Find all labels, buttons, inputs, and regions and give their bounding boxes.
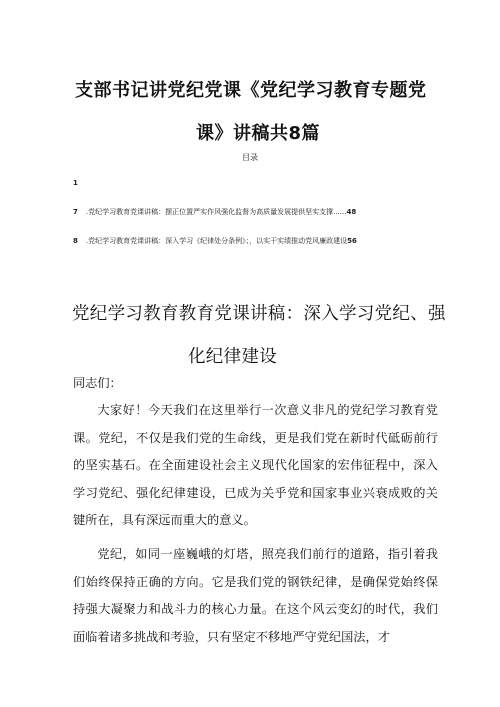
section-title-line-1: 党纪学习教育教育党课讲稿：深入学习党纪、强 xyxy=(72,304,446,324)
toc-entry[interactable] xyxy=(73,207,356,217)
toc-entry-text: .党纪学习教育党课讲稿：摆正位置严实作风强化监督为高质量发展提供坚实支撑...... xyxy=(85,208,347,216)
document-title-line-1: 支部书记讲党纪党课《党纪学习教育专题党 xyxy=(75,80,427,101)
toc-entry[interactable] xyxy=(73,236,357,246)
toc-entry-number: 7 xyxy=(73,208,78,216)
toc-heading: 目录 xyxy=(242,153,258,162)
document-title-line-2: 课》讲稿共8篇 xyxy=(196,123,321,144)
salutation: 同志们： xyxy=(73,376,122,390)
toc-entry[interactable] xyxy=(73,179,86,187)
toc-entry-number: 1 xyxy=(73,179,78,187)
section-title-line-2: 化纪律建设 xyxy=(188,347,277,367)
toc-entry-text: .党纪学习教育党课讲稿：深入学习《纪律处分条例》；，以实干实绩推动党风廉政建设 xyxy=(85,237,348,245)
toc-entry-page: 56 xyxy=(347,237,357,245)
body-paragraph: 大家好！今天我们在这里举行一次意义非凡的党纪学习教育党课。党纪，不仅是我们党的生命线，更是我们党在新时代砥砺前行的坚实基石。在全面建设社会主义现代化国家的宏伟征程中，深入学习党纪、强化纪律建设，已成为关乎党和国家事业兴衰成败的关键所在，具有深远而重大的意义。 xyxy=(73,403,438,527)
toc-entry-page: 48 xyxy=(346,208,357,216)
toc-entry-number: 8 xyxy=(73,237,78,245)
body-paragraph: 党纪，如同一座巍峨的灯塔，照亮我们前行的道路，指引着我们始终保持正确的方向。它是我们党的钢铁纪律，是确保党始终保持强大凝聚力和战斗力的核心力量。在这个风云变幻的时代，我们面临着诸多挑战和考验，只有坚定不移地严守党纪国法，才 xyxy=(73,547,438,644)
